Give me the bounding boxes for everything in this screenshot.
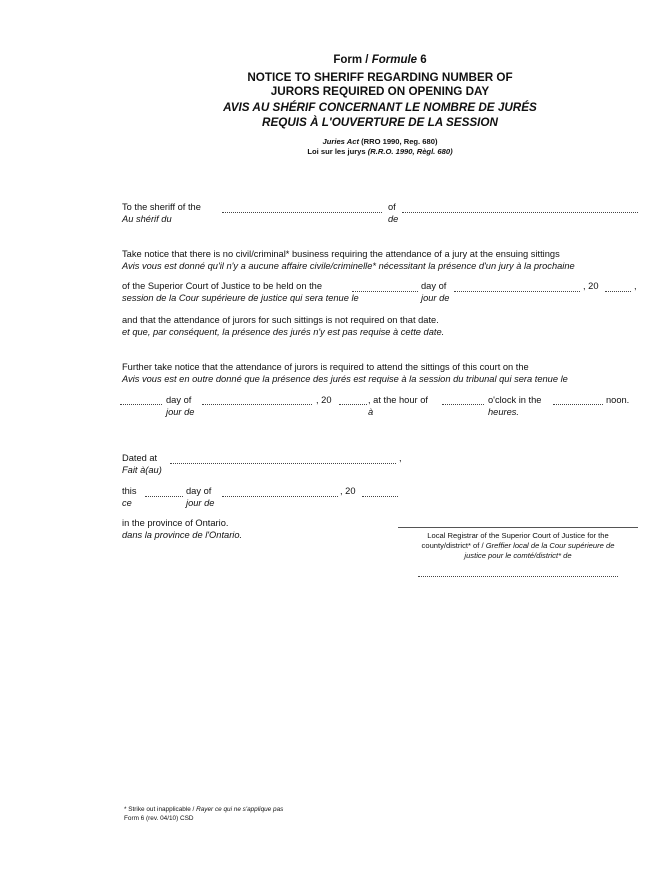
noon-label: noon. [606, 395, 630, 405]
dated-month-field[interactable] [222, 496, 338, 497]
hour-label-fr: à [368, 407, 374, 417]
registrar-title-county-en: county/district* of / [421, 541, 486, 550]
notice-no-business-fr: Avis vous est donné qu'il n'y a aucune affaire civile/criminelle* nécessitant la présence d'un jury à la prochaine [122, 261, 575, 271]
required-month-field[interactable] [202, 404, 312, 405]
hour-label-en: , at the hour of [368, 395, 428, 405]
sittings-month-field[interactable] [454, 291, 580, 292]
sittings-day-field[interactable] [352, 291, 418, 292]
sheriff-county-field[interactable] [222, 212, 382, 213]
act-name-en: Juries Act [322, 137, 359, 146]
form-revision: Form 6 (rev. 04/10) CSD [124, 815, 194, 822]
form-number [0, 54, 672, 66]
dated-year-field[interactable] [362, 496, 398, 497]
sheriff-of-label-en: of [388, 202, 396, 212]
held-on-label-en: of the Superior Court of Justice to be held on the [122, 281, 323, 291]
dated-place-field[interactable] [170, 463, 396, 464]
this-label-fr: ce [122, 498, 132, 508]
title-fr-line-2: REQUIS À L'OUVERTURE DE LA SESSION [262, 116, 498, 129]
oclock-label-fr: heures. [488, 407, 520, 417]
notice-no-business-en: Take notice that there is no civil/criminal* business requiring the attendance of a jury at the ensuing sittings [122, 249, 560, 259]
sheriff-of-label-fr: de [388, 214, 399, 224]
registrar-title-line-2 [398, 541, 638, 550]
title-en-line-1: NOTICE TO SHERIFF REGARDING NUMBER OF [247, 71, 513, 84]
dated-at-label-en: Dated at [122, 453, 158, 463]
form-number-value: 6 [417, 54, 427, 66]
dated-day-field[interactable] [145, 496, 183, 497]
hour-field[interactable] [442, 404, 484, 405]
province-label-en: in the province of Ontario. [122, 518, 229, 528]
act-citation-fr [0, 147, 672, 156]
registrar-title-fr: Greffier local de la Cour supérieure de [485, 541, 615, 550]
attendance-not-required-en: and that the attendance of jurors for such sittings is not required on that date. [122, 315, 439, 325]
registrar-signature-line[interactable] [398, 527, 638, 528]
attendance-required-fr: Avis vous est en outre donné que la présence des jurés est requise à la session du tribunal qui sera tenue le [122, 374, 568, 384]
act-ref-fr: (R.R.O. 1990, Règl. 680) [367, 147, 453, 156]
sittings-year-field[interactable] [605, 291, 631, 292]
dated-year-prefix: , 20 [340, 486, 356, 496]
sittings-day-of-en: day of [421, 281, 447, 291]
dated-day-of-fr: jour de [186, 498, 215, 508]
dated-comma: , [399, 453, 402, 463]
oclock-label-en: o'clock in the [488, 395, 542, 405]
attendance-required-en: Further take notice that the attendance of jurors is required to attend the sittings of this court on the [122, 362, 529, 372]
attendance-not-required-fr: et que, par conséquent, la présence des jurés n'y est pas requise à cette date. [122, 327, 445, 337]
required-day-of-en: day of [166, 395, 192, 405]
sheriff-label-fr: Au shérif du [122, 214, 172, 224]
sittings-comma: , [634, 281, 637, 291]
held-on-label-fr: session de la Cour supérieure de justice qui sera tenue le [122, 293, 359, 303]
sheriff-place-field[interactable] [402, 212, 638, 213]
required-day-of-fr: jour de [166, 407, 195, 417]
form-label-fr: Formule [371, 54, 418, 66]
required-year-prefix: , 20 [316, 395, 332, 405]
registrar-title-line-3: justice pour le comté/district* de [464, 551, 572, 560]
county-district-field[interactable] [418, 576, 618, 577]
form-label-en: Form / [333, 54, 372, 66]
sittings-day-of-fr: jour de [421, 293, 450, 303]
act-name-fr: Loi sur les jurys [307, 147, 366, 156]
sheriff-label-en: To the sheriff of the [122, 202, 201, 212]
this-label-en: this [122, 486, 137, 496]
footnote-strike-out [124, 806, 283, 813]
dated-day-of-en: day of [186, 486, 212, 496]
footnote-en: * Strike out inapplicable / [124, 806, 197, 813]
title-en-line-2: JURORS REQUIRED ON OPENING DAY [270, 85, 490, 98]
registrar-title-line-1: Local Registrar of the Superior Court of Justice for the [427, 531, 609, 540]
required-year-field[interactable] [339, 404, 367, 405]
title-fr-line-1: AVIS AU SHÉRIF CONCERNANT LE NOMBRE DE JURÉS [223, 101, 537, 114]
province-label-fr: dans la province de l'Ontario. [122, 530, 243, 540]
required-day-field[interactable] [120, 404, 162, 405]
act-ref-en: (RRO 1990, Reg. 680) [358, 137, 438, 146]
noon-field[interactable] [553, 404, 603, 405]
sittings-year-prefix: , 20 [583, 281, 599, 291]
dated-at-label-fr: Fait à(au) [122, 465, 162, 475]
footnote-fr: Rayer ce qui ne s'applique pas [196, 806, 284, 813]
act-citation-en [0, 137, 672, 146]
